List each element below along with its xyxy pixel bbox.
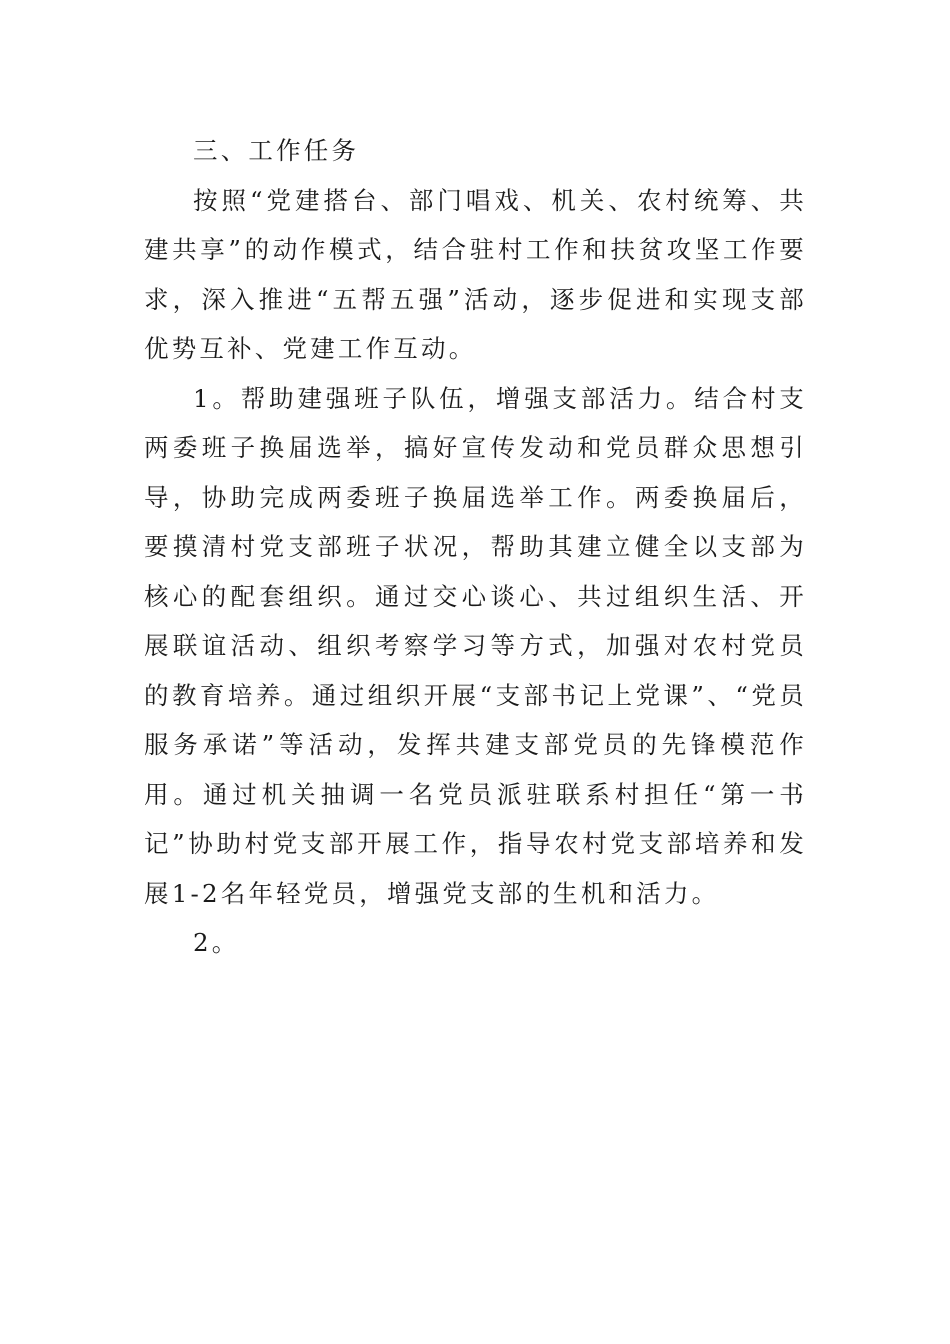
document-body xyxy=(144,126,807,968)
paragraph-item-2: 2。 xyxy=(193,928,240,957)
paragraph-intro: 按照“党建搭台、部门唱戏、机关、农村统筹、共建共享”的动作模式，结合驻村工作和扶贫攻坚工作要求，深入推进“五帮五强”活动，逐步促进和实现支部优势互补、党建工作互动。 xyxy=(144,185,807,363)
section-heading: 三、工作任务 xyxy=(193,136,360,165)
paragraph-item-1: 1。帮助建强班子队伍，增强支部活力。结合村支两委班子换届选举，搞好宣传发动和党员群众思想引导，协助完成两委班子换届选举工作。两委换届后，要摸清村党支部班子状况，帮助其建立健全以支部为核心的配套组织。通过交心谈心、共过组织生活、开展联谊活动、组织考察学习等方式，加强对农村党员的教育培养。通过组织开展“支部书记上党课”、“党员服务承诺”等活动，发挥共建支部党员的先锋模范作用。通过机关抽调一名党员派驻联系村担任“第一书记”协助村党支部开展工作，指导农村党支部培养和发展1-2名年轻党员，增强党支部的生机和活力。 xyxy=(144,383,807,908)
